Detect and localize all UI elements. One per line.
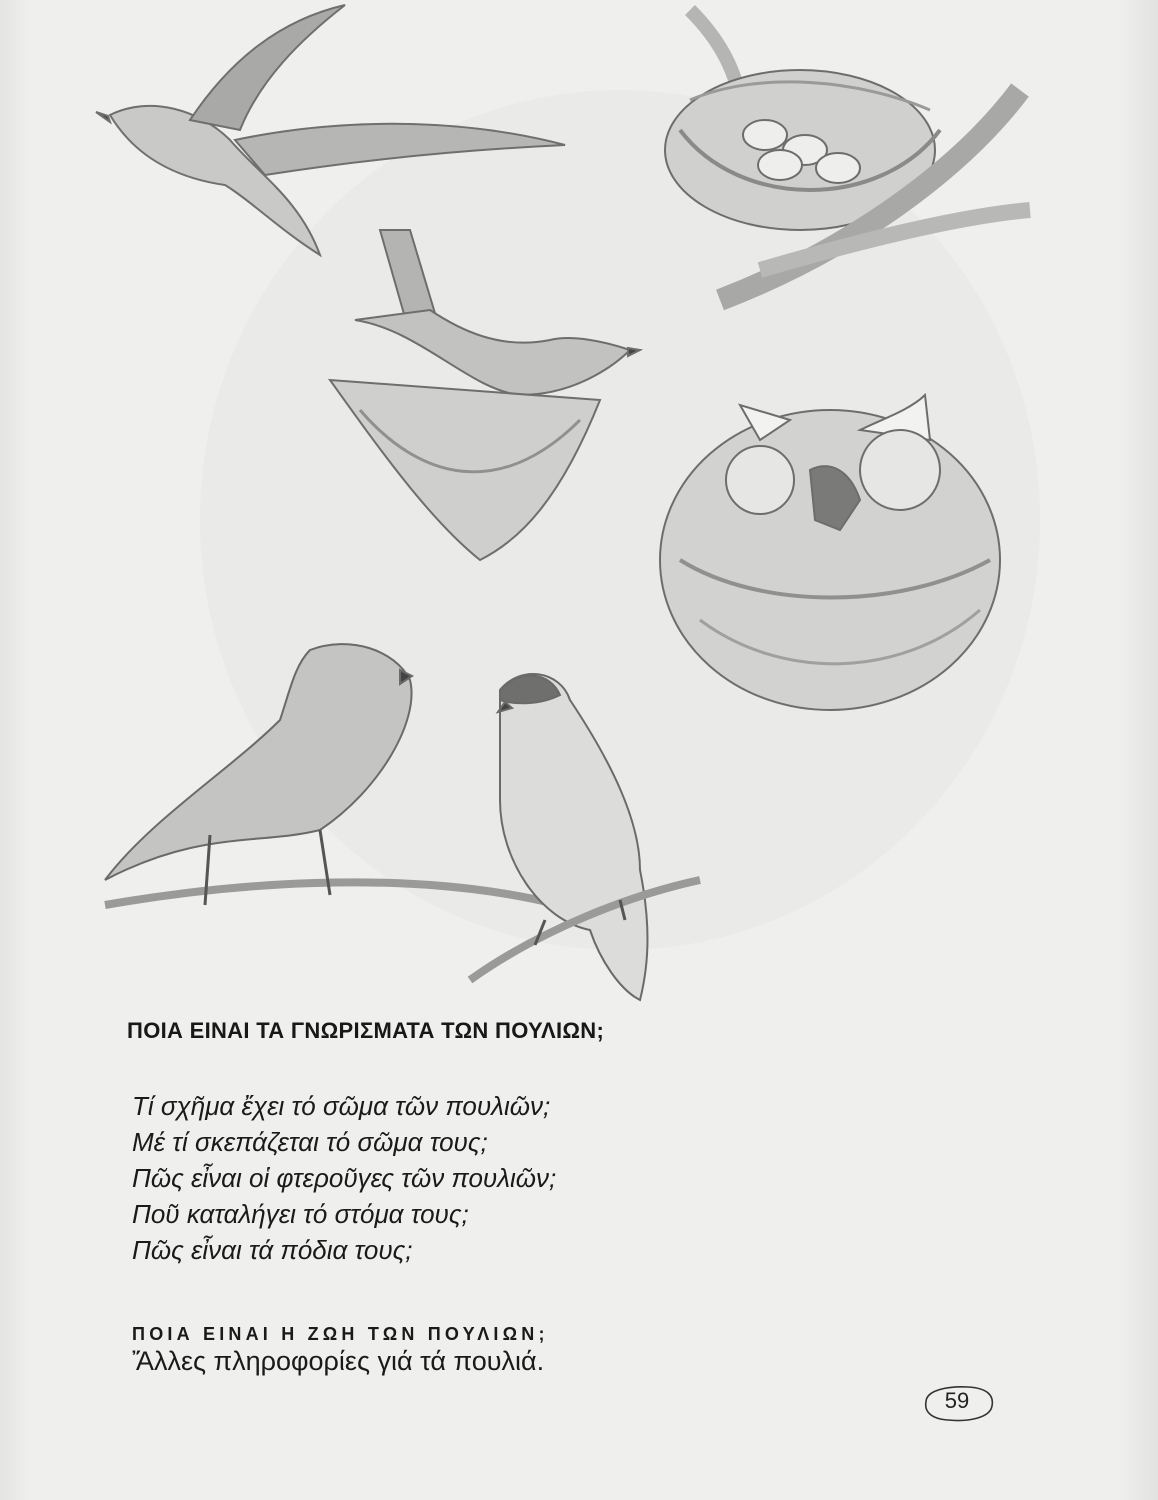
question-item: Μέ τί σκεπάζεται τό σῶμα τους; xyxy=(132,1127,488,1157)
question-list xyxy=(132,1088,556,1268)
more-info-line: Ἄλλες πληροφορίες γιά τά πουλιά. xyxy=(132,1346,545,1376)
question-item: Πῶς εἶναι τά πόδια τους; xyxy=(132,1235,413,1265)
question-item: Ποῦ καταλήγει τό στόμα τους; xyxy=(132,1199,469,1229)
page-number: 59 xyxy=(944,1388,970,1413)
question-item: Πῶς εἶναι οἱ φτεροῦγες τῶν πουλιῶν; xyxy=(132,1163,557,1193)
section-heading-life: ΠΟΙΑ ΕΙΝΑΙ Η ΖΩΗ ΤΩΝ ΠΟΥΛΙΩΝ; xyxy=(132,1324,549,1344)
question-item: Τί σχῆμα ἔχει τό σῶμα τῶν πουλιῶν; xyxy=(132,1091,551,1121)
page-number-badge xyxy=(918,1382,988,1424)
section-heading-characteristics: ΠΟΙΑ ΕΙΝΑΙ ΤΑ ΓΝΩΡΙΣΜΑΤΑ ΤΩΝ ΠΟΥΛΙΩΝ; xyxy=(127,1018,605,1043)
